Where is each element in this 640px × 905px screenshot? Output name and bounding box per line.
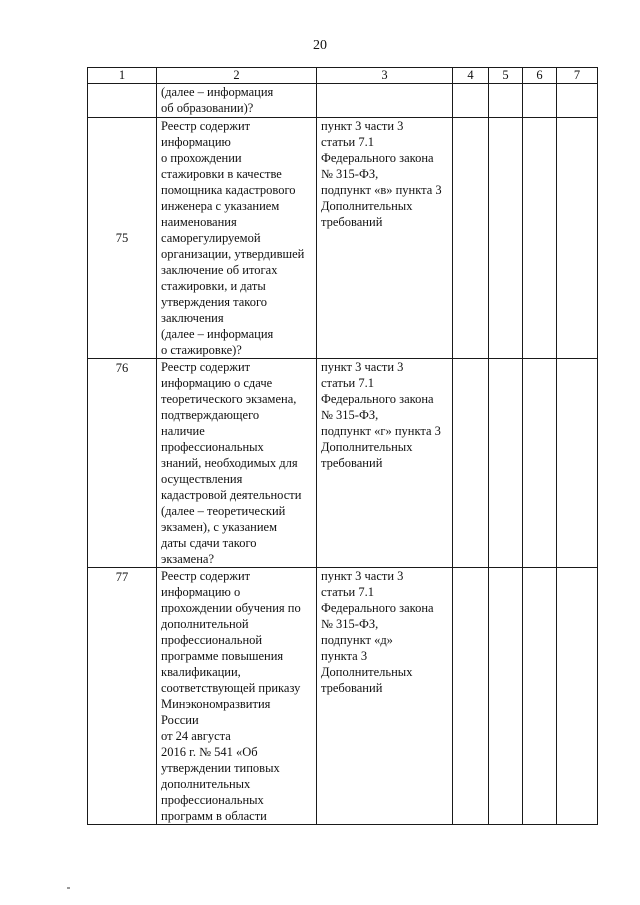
row-number-cell: 75 [88,118,157,359]
reference-cell: пункт 3 части 3 статьи 7.1 Федерального закона № 315-ФЗ, подпункт «в» пункта 3 Дополнительных требований [317,118,453,359]
empty-cell [453,84,489,118]
question-cell: Реестр содержит информацию о сдаче теоретического экзамена, подтверждающего наличие профессиональных знаний, необходимых для осуществления кадастровой деятельности (далее – теоретический экзамен), с указанием даты сдачи такого экзамена? [157,359,317,568]
scan-artifact [67,887,70,889]
empty-cell [523,359,557,568]
row-number-cell [88,84,157,118]
requirements-table [87,67,598,825]
empty-cell [523,118,557,359]
column-header: 3 [317,68,453,84]
reference-cell [317,84,453,118]
column-header: 2 [157,68,317,84]
empty-cell [453,568,489,825]
column-header: 4 [453,68,489,84]
row-number-cell: 76 [88,359,157,568]
empty-cell [557,118,598,359]
page-number: 20 [313,38,327,53]
empty-cell [489,568,523,825]
empty-cell [523,568,557,825]
empty-cell [453,359,489,568]
empty-cell [453,118,489,359]
question-cell: Реестр содержит информацию о прохождении стажировки в качестве помощника кадастрового инженера с указанием наименования саморегулируемой организации, утвердившей заключение об итогах стажировки, и даты утверждения такого заключения (далее – информация о стажировке)? [157,118,317,359]
column-header: 7 [557,68,598,84]
reference-cell: пункт 3 части 3 статьи 7.1 Федерального закона № 315-ФЗ, подпункт «д» пункта 3 Дополнительных требований [317,568,453,825]
empty-cell [557,359,598,568]
column-header: 6 [523,68,557,84]
reference-cell: пункт 3 части 3 статьи 7.1 Федерального закона № 315-ФЗ, подпункт «г» пункта 3 Дополнительных требований [317,359,453,568]
table-row [88,568,598,825]
table-header-row [88,68,598,84]
table-row-continuation [88,84,598,118]
question-cell: (далее – информация об образовании)? [157,84,317,118]
question-cell: Реестр содержит информацию о прохождении обучения по дополнительной профессиональной программе повышения квалификации, соответствующей приказу Минэкономразвития России от 24 августа 2016 г. № 541 «Об утверждении типовых дополнительных профессиональных программ в области [157,568,317,825]
column-header: 5 [489,68,523,84]
empty-cell [523,84,557,118]
empty-cell [489,359,523,568]
column-header: 1 [88,68,157,84]
empty-cell [489,118,523,359]
empty-cell [557,84,598,118]
row-number-cell: 77 [88,568,157,825]
table-row [88,359,598,568]
empty-cell [557,568,598,825]
table-row [88,118,598,359]
empty-cell [489,84,523,118]
